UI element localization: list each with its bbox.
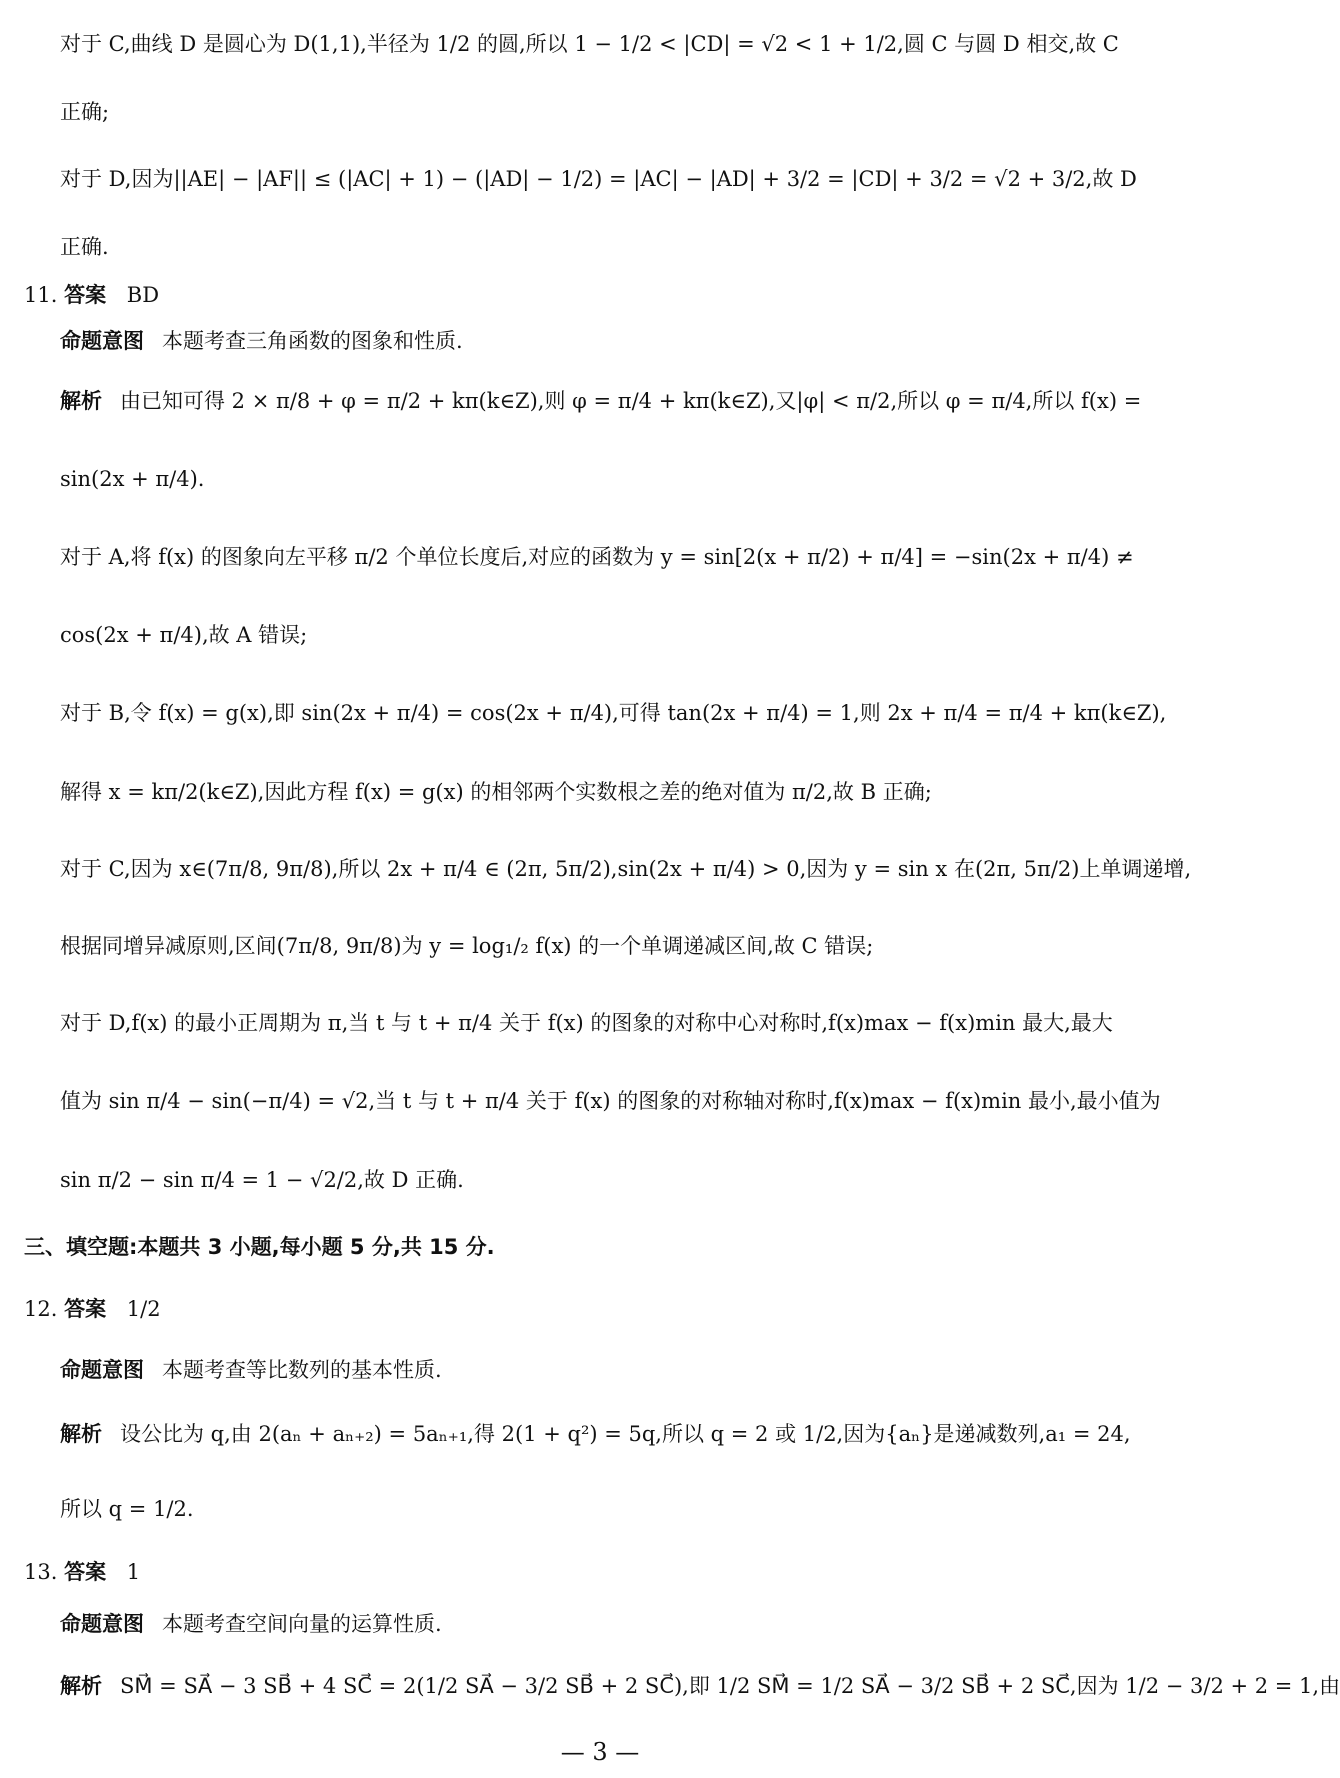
- intent-label: 命题意图: [60, 329, 144, 353]
- intent-text: 本题考查等比数列的基本性质.: [162, 1358, 442, 1382]
- intent-label: 命题意图: [60, 1612, 144, 1636]
- intent-line: [60, 1608, 1170, 1640]
- analysis-line: [60, 1418, 1170, 1450]
- text-line: 正确.: [60, 235, 109, 259]
- text-line: 对于 D,因为||AE| − |AF|| ≤ (|AC| + 1) − (|AD| − 1/2) = |AC| − |AD| + 3/2 = |CD| + 3/2 = √2 + 3/2,故 D: [60, 167, 1137, 191]
- question-number: 11.: [24, 283, 58, 307]
- intent-line: [60, 325, 1170, 357]
- analysis-line: [60, 1670, 1340, 1702]
- page-number: — 3 —: [560, 1738, 640, 1766]
- question-number: 13.: [24, 1560, 58, 1584]
- text-line: sin π/2 − sin π/4 = 1 − √2/2,故 D 正确.: [60, 1168, 464, 1192]
- intent-text: 本题考查三角函数的图象和性质.: [162, 329, 463, 353]
- text-line: 对于 D,f(x) 的最小正周期为 π,当 t 与 t + π/4 关于 f(x) 的图象的对称中心对称时,f(x)max − f(x)min 最大,最大: [60, 1011, 1113, 1035]
- text-line: cos(2x + π/4),故 A 错误;: [60, 623, 308, 647]
- answer-value: 1: [126, 1560, 141, 1584]
- analysis-text: SM⃗ = SA⃗ − 3 SB⃗ + 4 SC⃗ = 2(1/2 SA⃗ − 3/2 SB⃗ + 2 SC⃗),即 1/2 SM⃗ = 1/2 SA⃗ − 3/2 SB⃗ + 2 SC⃗,因为 1/2 − 3/2 + 2 = 1,由: [120, 1674, 1340, 1698]
- question-12-header: [24, 1293, 161, 1325]
- analysis-line: [60, 385, 1170, 417]
- analysis-label: 解析: [60, 389, 102, 413]
- section-heading: 三、填空题:本题共 3 小题,每小题 5 分,共 15 分.: [24, 1235, 495, 1259]
- answer-label: 答案: [64, 1560, 107, 1584]
- text-line: 对于 A,将 f(x) 的图象向左平移 π/2 个单位长度后,对应的函数为 y = sin[2(x + π/2) + π/4] = −sin(2x + π/4) ≠: [60, 545, 1134, 569]
- intent-label: 命题意图: [60, 1358, 144, 1382]
- text-line: 解得 x = kπ/2(k∈Z),因此方程 f(x) = g(x) 的相邻两个实数根之差的绝对值为 π/2,故 B 正确;: [60, 780, 932, 804]
- answer-value: 1/2: [126, 1297, 161, 1321]
- text-line: 正确;: [60, 100, 110, 124]
- text-line: 根据同增异减原则,区间(7π/8, 9π/8)为 y = log₁/₂ f(x) 的一个单调递减区间,故 C 错误;: [60, 934, 874, 958]
- answer-value: BD: [126, 283, 160, 307]
- intent-text: 本题考查空间向量的运算性质.: [162, 1612, 442, 1636]
- text-line: 值为 sin π/4 − sin(−π/4) = √2,当 t 与 t + π/4 关于 f(x) 的图象的对称轴对称时,f(x)max − f(x)min 最小,最小值为: [60, 1089, 1161, 1113]
- analysis-text: 由已知可得 2 × π/8 + φ = π/2 + kπ(k∈Z),则 φ = π/4 + kπ(k∈Z),又|φ| < π/2,所以 φ = π/4,所以 f(x) =: [120, 389, 1142, 413]
- analysis-label: 解析: [60, 1674, 102, 1698]
- text-line: 对于 B,令 f(x) = g(x),即 sin(2x + π/4) = cos(2x + π/4),可得 tan(2x + π/4) = 1,则 2x + π/4 = π/4 + kπ(k∈Z),: [60, 701, 1167, 725]
- question-number: 12.: [24, 1297, 58, 1321]
- question-11-header: [24, 279, 159, 311]
- text-line: 所以 q = 1/2.: [60, 1497, 194, 1521]
- answer-label: 答案: [64, 283, 107, 307]
- answer-label: 答案: [64, 1297, 107, 1321]
- text-line: 对于 C,因为 x∈(7π/8, 9π/8),所以 2x + π/4 ∈ (2π, 5π/2),sin(2x + π/4) > 0,因为 y = sin x 在(2π, 5π/2)上单调递增,: [60, 857, 1192, 881]
- text-line: 对于 C,曲线 D 是圆心为 D(1,1),半径为 1/2 的圆,所以 1 − 1/2 < |CD| = √2 < 1 + 1/2,圆 C 与圆 D 相交,故 C: [60, 32, 1119, 56]
- intent-line: [60, 1354, 1170, 1386]
- analysis-label: 解析: [60, 1422, 102, 1446]
- text-line: sin(2x + π/4).: [60, 467, 205, 491]
- analysis-text: 设公比为 q,由 2(aₙ + aₙ₊₂) = 5aₙ₊₁,得 2(1 + q²) = 5q,所以 q = 2 或 1/2,因为{aₙ}是递减数列,a₁ = 24,: [120, 1422, 1131, 1446]
- question-13-header: [24, 1556, 140, 1588]
